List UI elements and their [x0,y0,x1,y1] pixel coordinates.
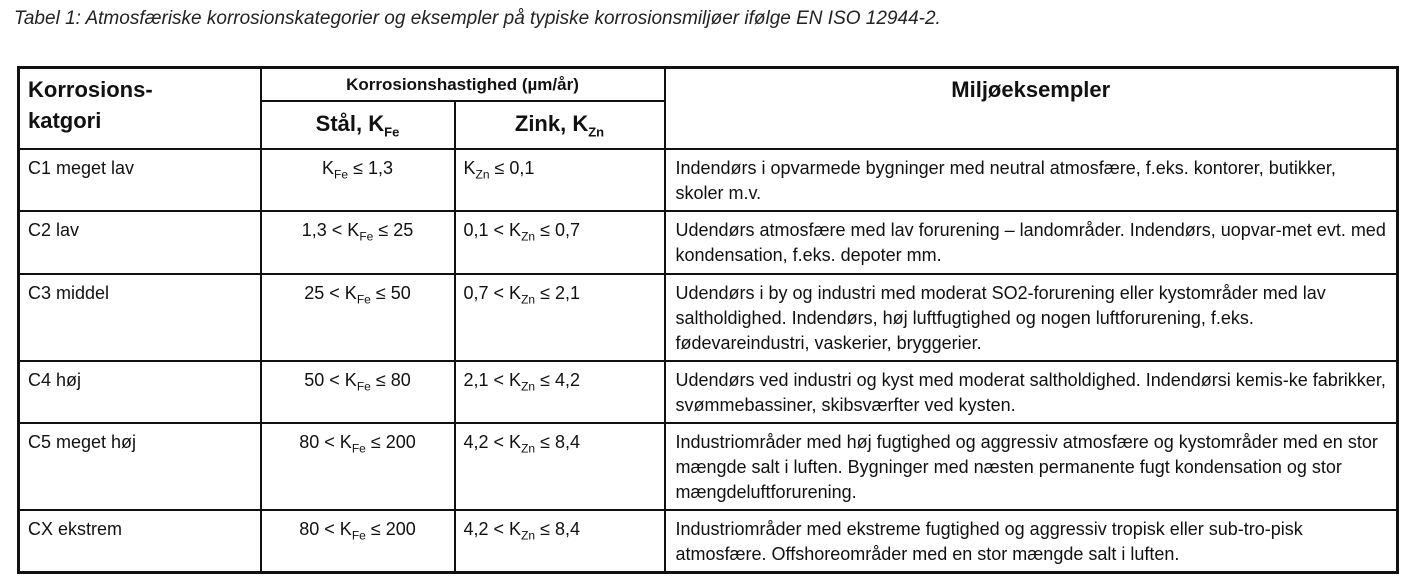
cell-environment: Indendørs i opvarmede bygninger med neutral atmosfære, f.eks. kontorer, butikker, skoler m.v. [665,149,1398,211]
header-rate: Korrosionshastighed (µm/år) [261,68,665,102]
cell-category: C2 lav [19,211,261,274]
cell-zinc-rate: $4,2 < K_{Zn} \le 8,4$ [455,510,665,573]
cell-environment: Udendørs ved industri og kyst med moderat saltholdighed. Indendørsi kemis-ke fabrikker, svømmebassiner, skibsværfter ved kysten. [665,361,1398,423]
table-row [19,423,1398,510]
cell-steel-rate: $80 < K_{Fe} \le 200$ [261,510,455,573]
header-category: Korrosions- katgori [19,68,261,150]
cell-category: C5 meget høj [19,423,261,510]
cell-zinc-rate: $0,7 < K_{Zn} \le 2,1$ [455,274,665,361]
cell-steel-rate: $80 < K_{Fe} \le 200$ [261,423,455,510]
cell-category: C3 middel [19,274,261,361]
cell-steel-rate: $25 < K_{Fe} \le 50$ [261,274,455,361]
cell-zinc-rate: $0,1 < K_{Zn} \le 0,7$ [455,211,665,274]
cell-zinc-rate: $K_{Zn} \le 0,1$ [455,149,665,211]
cell-zinc-rate: $2,1 < K_{Zn} \le 4,2$ [455,361,665,423]
table-row [19,361,1398,423]
table-row [19,510,1398,573]
cell-steel-rate: $K_{Fe} \le 1,3$ [261,149,455,211]
cell-environment: Udendørs i by og industri med moderat SO2-forurening eller kystområder med lav saltholdighed. Indendørs, høj luftfugtighed og nogen luftforurening, f.eks. fødevareindustri, vaskerier, bryggerier. [665,274,1398,361]
cell-category: C4 høj [19,361,261,423]
table-row [19,274,1398,361]
header-zinc: Zink, $K_{Zn}$ [455,101,665,149]
table-row [19,149,1398,211]
cell-steel-rate: $1,3 < K_{Fe} \le 25$ [261,211,455,274]
cell-environment: Udendørs atmosfære med lav forurening – landområder. Indendørs, uopvar-met evt. med kondensation, f.eks. depoter mm. [665,211,1398,274]
cell-category: C1 meget lav [19,149,261,211]
header-environment: Miljøeksempler [665,68,1398,150]
header-steel: Stål, $K_{Fe}$ [261,101,455,149]
cell-steel-rate: $50 < K_{Fe} \le 80$ [261,361,455,423]
cell-environment: Industriområder med høj fugtighed og aggressiv atmosfære og kystområder med en stor mængde salt i luften. Bygninger med næsten permanente fugt kondensation og stor mængdeluftforurening. [665,423,1398,510]
cell-zinc-rate: $4,2 < K_{Zn} \le 8,4$ [455,423,665,510]
cell-environment: Industriområder med ekstreme fugtighed og aggressiv tropisk eller sub-tro-pisk atmosfære. Offshoreområder med en stor mængde salt i luften. [665,510,1398,573]
cell-category: CX ekstrem [19,510,261,573]
table-row [19,211,1398,274]
corrosion-table [17,66,1399,574]
table-caption: Tabel 1: Atmosfæriske korrosionskategorier og eksempler på typiske korrosionsmiljøer ifølge EN ISO 12944-2. [14,8,941,29]
